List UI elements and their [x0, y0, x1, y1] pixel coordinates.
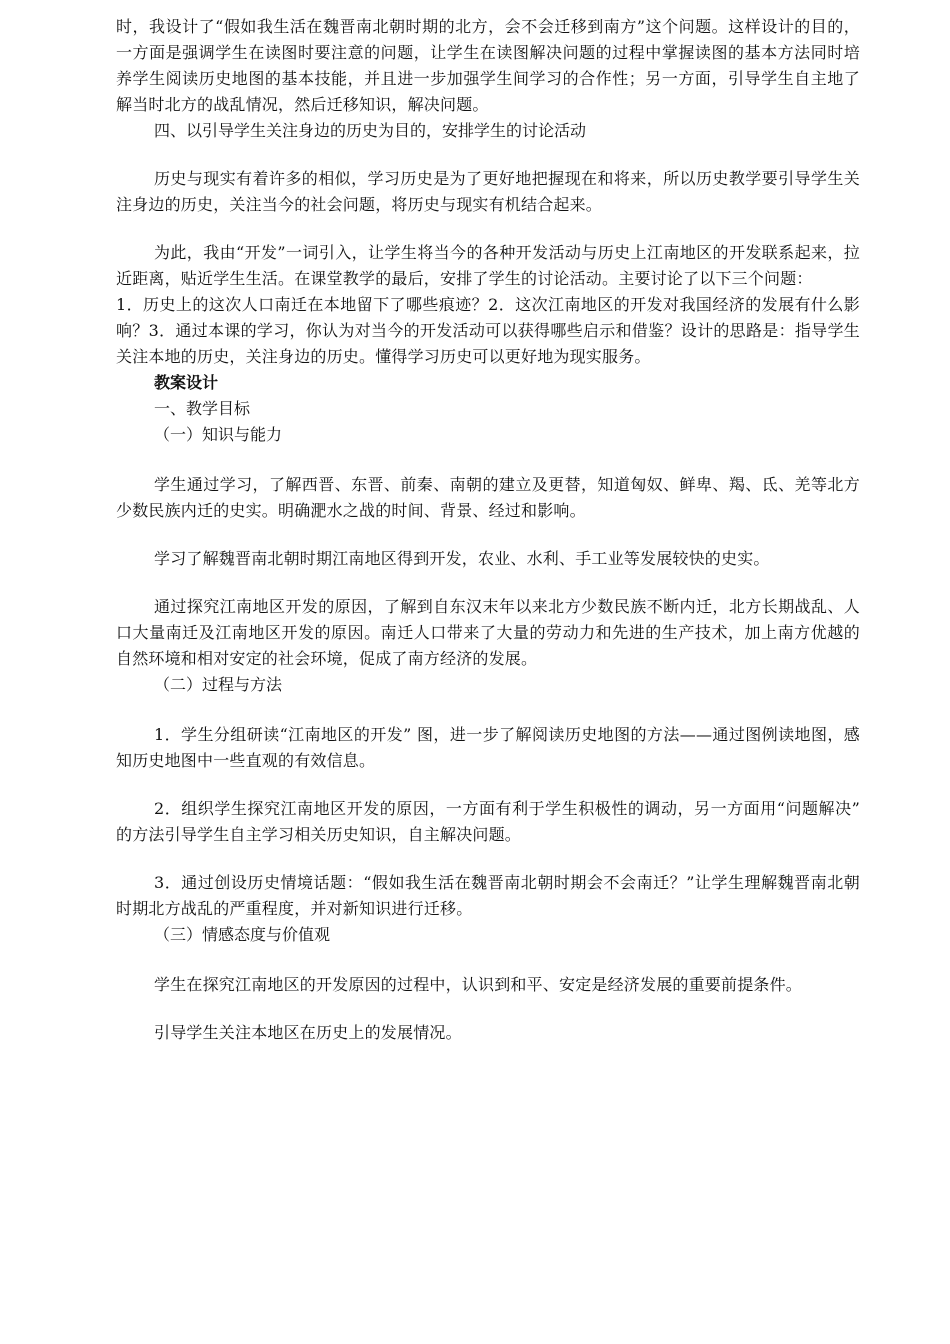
- paragraph-process-3: 3．通过创设历史情境话题：“假如我生活在魏晋南北朝时期会不会南迁？”让学生理解魏晋南北朝时期北方战乱的严重程度，并对新知识进行迁移。: [116, 873, 860, 918]
- paragraph-values-1: 学生在探究江南地区的开发原因的过程中，认识到和平、安定是经济发展的重要前提条件。: [154, 975, 803, 994]
- heading-discussion-activity: 四、以引导学生关注身边的历史为目的，安排学生的讨论活动: [154, 121, 587, 140]
- section-title-lesson-design: 教案设计: [154, 373, 219, 392]
- heading-teaching-goals: 一、教学目标: [154, 399, 251, 418]
- heading-attitude-values: （三）情感态度与价值观: [154, 925, 331, 944]
- heading-knowledge-ability: （一）知识与能力: [154, 425, 283, 444]
- paragraph-history-and-reality: 历史与现实有着许多的相似，学习历史是为了更好地把握现在和将来，所以历史教学要引导学生关注身边的历史，关注当今的社会问题，将历史与现实有机结合起来。: [116, 169, 860, 214]
- paragraph-process-2: 2．组织学生探究江南地区开发的原因，一方面有利于学生积极性的调动，另一方面用“问题解决” 的方法引导学生自主学习相关历史知识，自主解决问题。: [116, 799, 860, 844]
- paragraph-development-intro: 为此，我由“开发”一词引入，让学生将当今的各种开发活动与历史上江南地区的开发联系起来，拉近距离，贴近学生生活。在课堂教学的最后，安排了学生的讨论活动。主要讨论了以下三个问题：: [116, 243, 860, 288]
- paragraph-values-2: 引导学生关注本地区在历史上的发展情况。: [154, 1023, 462, 1042]
- paragraph-discussion-questions: 1．历史上的这次人口南迁在本地留下了哪些痕迹？2．这次江南地区的开发对我国经济的发展有什么影响？3．通过本课的学习，你认为对当今的开发活动可以获得哪些启示和借鉴？设计的思路是：指导学生关注本地的历史，关注身边的历史。懂得学习历史可以更好地为现实服务。: [116, 295, 860, 366]
- paragraph-knowledge-3: 通过探究江南地区开发的原因，了解到自东汉末年以来北方少数民族不断内迁，北方长期战乱、人口大量南迁及江南地区开发的原因。南迁人口带来了大量的劳动力和先进的生产技术，加上南方优越的自然环境和相对安定的社会环境，促成了南方经济的发展。: [116, 597, 860, 668]
- heading-process-method: （二）过程与方法: [154, 675, 283, 694]
- paragraph-process-1: 1．学生分组研读“江南地区的开发” 图，进一步了解阅读历史地图的方法——通过图例读地图，感知历史地图中一些直观的有效信息。: [116, 725, 860, 770]
- paragraph-knowledge-1: 学生通过学习，了解西晋、东晋、前秦、南朝的建立及更替，知道匈奴、鲜卑、羯、氐、羌等北方少数民族内迁的史实。明确淝水之战的时间、背景、经过和影响。: [116, 475, 860, 520]
- paragraph-reading-map-design: 时，我设计了“假如我生活在魏晋南北朝时期的北方，会不会迁移到南方”这个问题。这样设计的目的，一方面是强调学生在读图时要注意的问题，让学生在读图解决问题的过程中掌握读图的基本方法同时培养学生阅读历史地图的基本技能，并且进一步加强学生间学习的合作性；另一方面，引导学生自主地了解当时北方的战乱情况，然后迁移知识，解决问题。: [116, 17, 860, 114]
- paragraph-knowledge-2: 学习了解魏晋南北朝时期江南地区得到开发，农业、水利、手工业等发展较快的史实。: [154, 549, 770, 568]
